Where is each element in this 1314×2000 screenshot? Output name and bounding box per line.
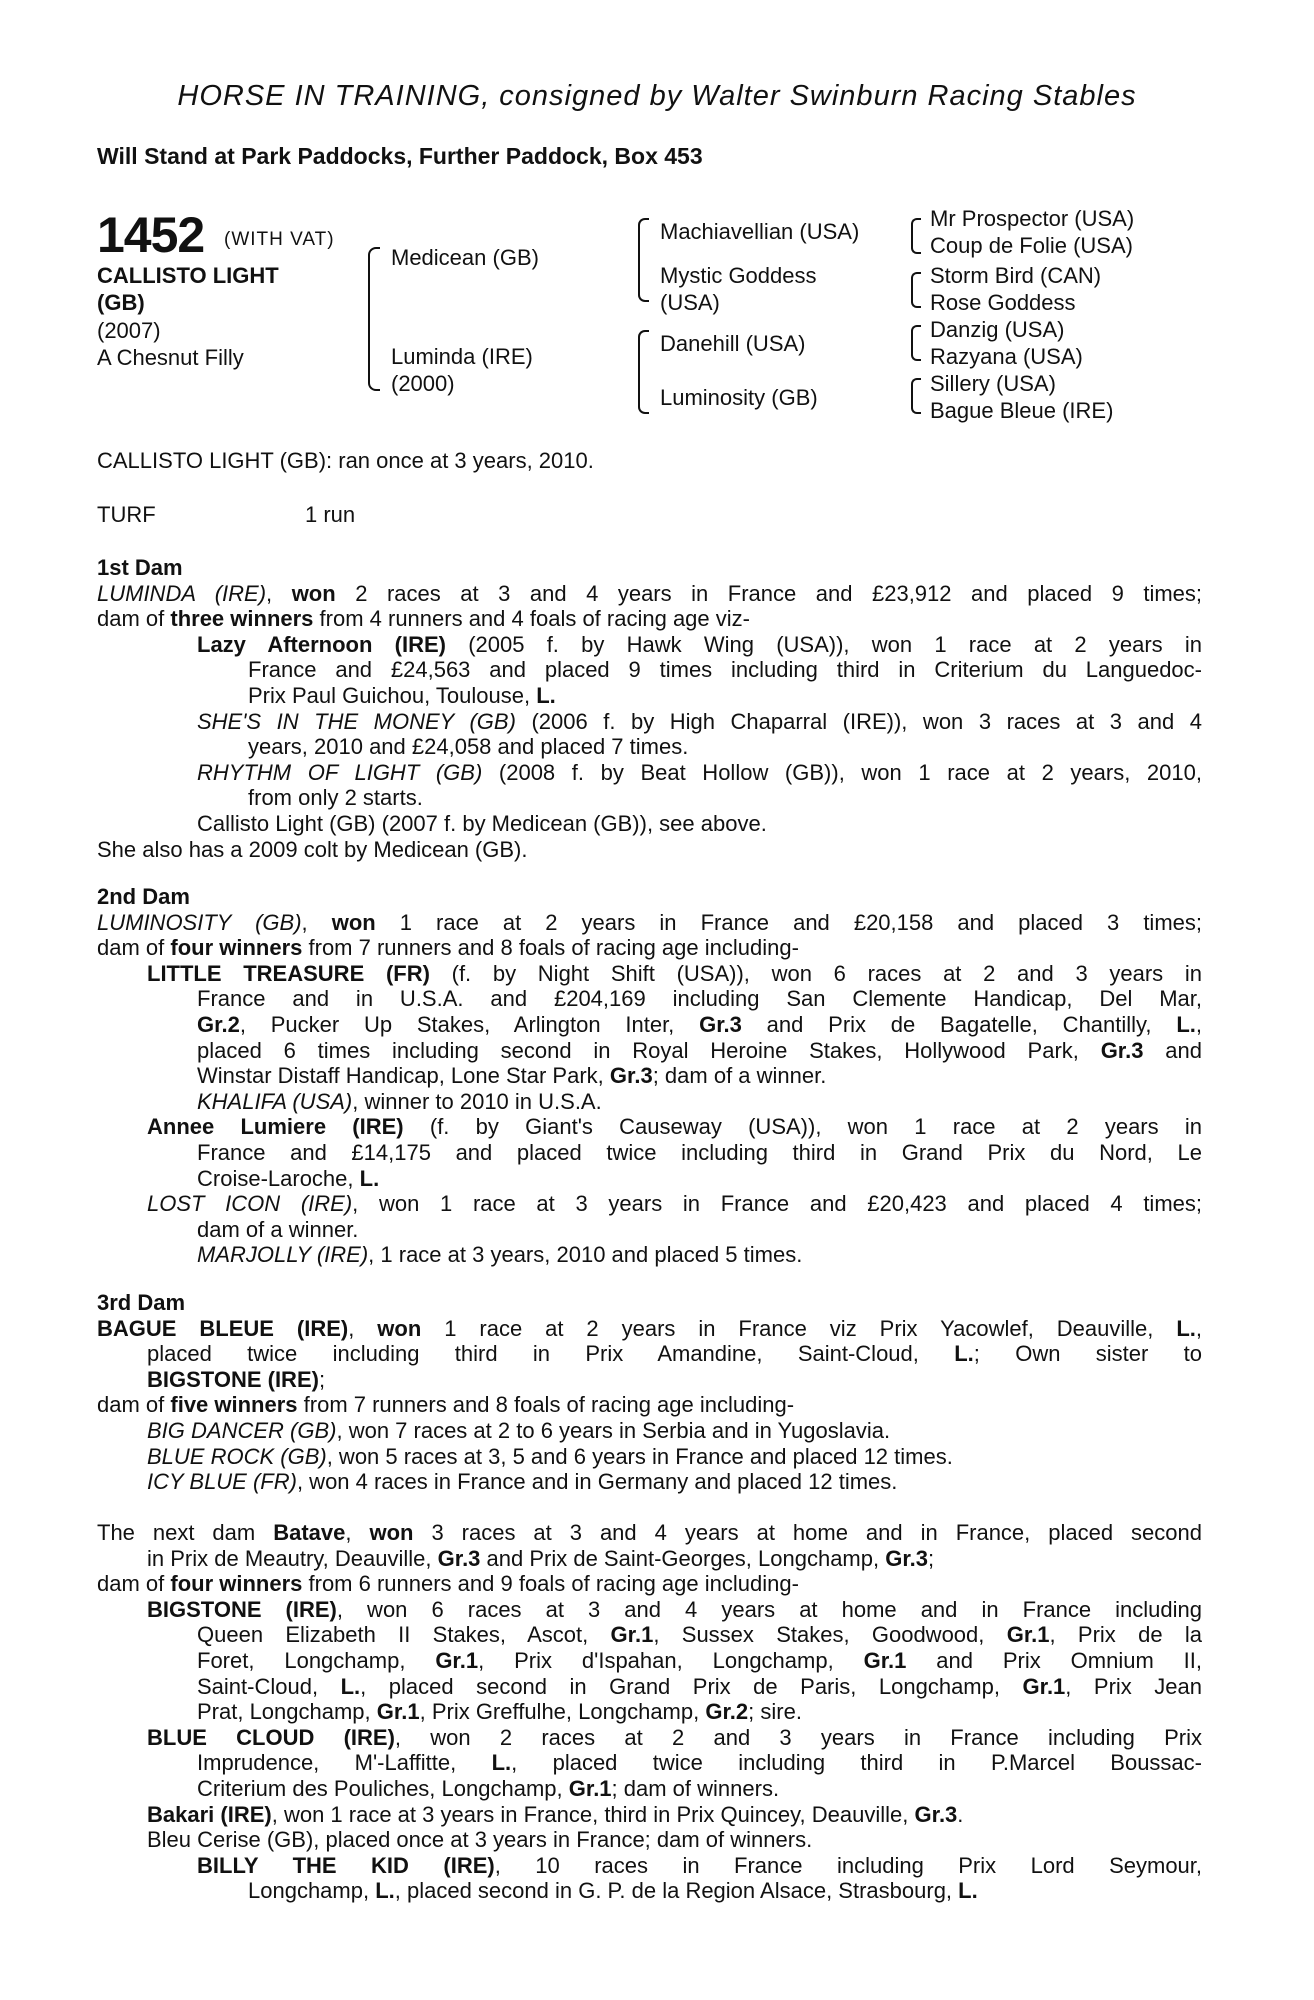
text-run: and Prix Omnium II, <box>906 1647 1202 1673</box>
text-run: Prix Paul Guichou, Toulouse, <box>248 682 537 708</box>
text-run: five winners <box>170 1392 298 1418</box>
pedigree-dam-sire: Danehill (USA) <box>660 331 806 356</box>
text-line <box>97 1140 1202 1166</box>
text-run: Imprudence, M'-Laffitte, <box>197 1750 492 1776</box>
text-run: Gr.1 <box>376 1699 420 1725</box>
text-run: Callisto Light (GB) (2007 f. by Medicean (GB)), see above. <box>197 810 767 836</box>
text-run: , placed second in G. P. de la Region Alsace, Strasbourg, <box>394 1878 959 1904</box>
text-run: Bakari (IRE) <box>147 1801 272 1827</box>
text-run: four winners <box>170 935 303 961</box>
text-run: (f. by Night Shift (USA)), won 6 races at 2 and 3 years in <box>429 960 1202 986</box>
text-run: won <box>369 1520 414 1545</box>
text-line <box>97 1571 1202 1597</box>
text-line <box>97 935 1202 961</box>
text-line <box>97 1367 1202 1393</box>
pedigree-brace-sd <box>911 272 921 308</box>
text-run: ; dam of a winner. <box>652 1063 827 1089</box>
text-run: and Prix de Saint-Georges, Longchamp, <box>480 1545 886 1571</box>
text-run: , won 4 races in France and in Germany and placed 12 times. <box>296 1469 898 1495</box>
text-run: ICY BLUE (FR) <box>147 1469 297 1495</box>
text-line <box>97 961 1202 987</box>
text-run: from 4 runners and 4 foals of racing age viz- <box>313 606 750 632</box>
pedigree-brace-ss <box>911 218 921 254</box>
text-run: dam of <box>97 606 171 632</box>
text-run: (2008 f. by Beat Hollow (GB)), won 1 race at 2 years, 2010, <box>482 759 1202 785</box>
text-run: L. <box>359 1165 380 1191</box>
text-run: (f. by Giant's Causeway (USA)), won 1 race at 2 years in <box>403 1114 1202 1140</box>
pedigree-brace-ds <box>911 325 921 361</box>
page-title: HORSE IN TRAINING, consigned by Walter Swinburn Racing Stables <box>177 80 1137 112</box>
text-run: from 7 runners and 8 foals of racing age including- <box>297 1392 795 1418</box>
text-run: and <box>1143 1037 1202 1063</box>
text-line <box>97 1546 1202 1572</box>
text-run: placed twice including third in Prix Amandine, Saint-Cloud, <box>147 1341 955 1367</box>
text-run: dam of <box>97 1571 171 1597</box>
second-dam-section <box>97 884 1202 1268</box>
text-line <box>97 1853 1202 1879</box>
text-run: , <box>348 1315 378 1341</box>
text-run: 2 races at 3 and 4 years in France and £23,912 and placed 9 times; <box>335 580 1203 606</box>
text-line <box>97 1191 1202 1217</box>
text-line <box>97 1648 1202 1674</box>
section-heading: 2nd Dam <box>97 884 190 909</box>
text-run: Gr.1 <box>568 1775 612 1801</box>
text-line <box>97 632 1202 658</box>
text-run: , Sussex Stakes, Goodwood, <box>653 1622 1007 1648</box>
text-run: and Prix de Bagatelle, Chantilly, <box>741 1011 1177 1037</box>
pedigree-dam-dam: Luminosity (GB) <box>660 385 818 410</box>
text-run: BIGSTONE (IRE) <box>147 1596 337 1622</box>
text-line <box>97 709 1202 735</box>
pedigree-brace-dd <box>911 378 921 414</box>
text-line <box>97 1622 1202 1648</box>
text-run: Annee Lumiere (IRE) <box>147 1114 404 1140</box>
text-run: BAGUE BLEUE (IRE) <box>97 1315 349 1341</box>
text-run: , <box>1195 1011 1202 1037</box>
text-line <box>97 1674 1202 1700</box>
text-line <box>97 785 1202 811</box>
text-run: L. <box>536 682 556 708</box>
first-dam-section <box>97 555 1202 862</box>
text-run: in Prix de Meautry, Deauville, <box>147 1545 438 1571</box>
text-run: dam of <box>97 1392 171 1418</box>
text-run: ; dam of winners. <box>611 1775 780 1801</box>
pedigree-dsd: Razyana (USA) <box>930 344 1083 369</box>
text-line <box>97 837 1202 863</box>
text-run: , won 1 race at 3 years in France, third in Prix Quincey, Deauville, <box>271 1801 915 1827</box>
text-run: won <box>291 580 336 606</box>
text-line <box>97 1725 1202 1751</box>
pedigree-dam: Luminda (IRE) <box>391 344 533 369</box>
text-run: , placed twice including third in P.Marcel Boussac- <box>511 1750 1202 1776</box>
text-run: France and £24,563 and placed 9 times including third in Criterium du Languedoc- <box>248 657 1202 683</box>
text-line <box>97 1597 1202 1623</box>
pedigree-dds: Sillery (USA) <box>930 371 1056 396</box>
text-run: The next dam <box>97 1520 274 1545</box>
pedigree-dss: Danzig (USA) <box>930 317 1065 342</box>
text-run: BILLY THE KID (IRE) <box>197 1852 495 1878</box>
text-run: Gr.1 <box>863 1647 907 1673</box>
pedigree-brace-dam <box>638 330 649 414</box>
pedigree-dam-year: (2000) <box>391 371 455 396</box>
text-run: years, 2010 and £24,058 and placed 7 times. <box>248 734 689 760</box>
text-run: three winners <box>170 606 314 632</box>
text-run: Gr.3 <box>437 1545 481 1571</box>
text-run: Croise-Laroche, <box>197 1165 360 1191</box>
text-line <box>97 1827 1202 1853</box>
text-run: , Pucker Up Stakes, Arlington Inter, <box>239 1011 700 1037</box>
text-line <box>97 910 1202 936</box>
text-line <box>97 734 1202 760</box>
text-line <box>97 760 1202 786</box>
text-line <box>97 986 1202 1012</box>
text-run: Prat, Longchamp, <box>197 1699 377 1725</box>
text-line <box>97 1878 1202 1904</box>
text-run: France and in U.S.A. and £204,169 including San Clemente Handicap, Del Mar, <box>197 986 1202 1012</box>
vat-note: (WITH VAT) <box>224 229 335 250</box>
text-run: from only 2 starts. <box>248 785 423 811</box>
turf-label: TURF <box>97 502 156 527</box>
text-run: , <box>266 580 292 606</box>
foaling-year: (2007) <box>97 318 161 343</box>
text-run: LITTLE TREASURE (FR) <box>147 960 430 986</box>
text-run: , Prix de la <box>1049 1622 1202 1648</box>
pedigree-sdd: Rose Goddess <box>930 290 1076 315</box>
text-run: Criterium des Pouliches, Longchamp, <box>197 1775 569 1801</box>
text-run: , <box>345 1520 370 1545</box>
text-run: Gr.2 <box>197 1011 240 1037</box>
text-run: Gr.3 <box>885 1545 929 1571</box>
third-dam-section <box>97 1290 1202 1495</box>
horse-name <box>97 262 347 316</box>
text-run: Gr.1 <box>1022 1673 1066 1699</box>
text-line <box>97 1520 1202 1546</box>
text-run: 1 race at 2 years in France and £20,158 and placed 3 times; <box>375 909 1202 935</box>
next-dam-section <box>97 1520 1202 1904</box>
text-run: Saint-Cloud, <box>197 1673 341 1699</box>
text-run: (2006 f. by High Chaparral (IRE)), won 3 races at 3 and 4 <box>515 708 1202 734</box>
text-run: Queen Elizabeth II Stakes, Ascot, <box>197 1622 611 1648</box>
text-run: 1 race at 2 years in France viz Prix Yacowlef, Deauville, <box>421 1315 1177 1341</box>
text-run: , winner to 2010 in U.S.A. <box>352 1088 602 1114</box>
text-run: SHE'S IN THE MONEY (GB) <box>197 708 516 734</box>
text-run: L. <box>491 1750 512 1776</box>
text-run: , won 2 races at 2 and 3 years in France including Prix <box>394 1724 1202 1750</box>
text-run: Gr.3 <box>914 1801 958 1827</box>
text-line <box>97 1063 1202 1089</box>
text-run: Foret, Longchamp, <box>197 1647 436 1673</box>
pedigree-ddd: Bague Bleue (IRE) <box>930 398 1114 423</box>
text-run: , won 6 races at 3 and 4 years at home and in France including <box>336 1596 1202 1622</box>
text-run: L. <box>375 1878 395 1904</box>
text-line <box>97 1012 1202 1038</box>
text-run: from 7 runners and 8 foals of racing age including- <box>302 935 799 961</box>
text-run: BLUE CLOUD (IRE) <box>147 1724 395 1750</box>
pedigree-brace-parents <box>368 247 380 391</box>
text-run: Lazy Afternoon (IRE) <box>197 631 446 657</box>
horse-description: A Chesnut Filly <box>97 345 244 370</box>
text-line <box>97 1242 1202 1268</box>
text-line <box>97 1392 1202 1418</box>
text-run: Winstar Distaff Handicap, Lone Star Park, <box>197 1063 610 1089</box>
text-run: won <box>331 909 376 935</box>
text-run: , <box>301 909 332 935</box>
horse-name-line: CALLISTO LIGHT <box>97 263 279 288</box>
text-run: ; <box>928 1545 935 1571</box>
text-line <box>97 1089 1202 1115</box>
text-run: Gr.1 <box>435 1647 479 1673</box>
text-run: LOST ICON (IRE) <box>147 1191 353 1217</box>
text-line <box>97 1418 1202 1444</box>
text-line <box>97 1217 1202 1243</box>
text-run: , won 5 races at 3, 5 and 6 years in France and placed 12 times. <box>326 1443 953 1469</box>
text-run: L. <box>1176 1315 1196 1341</box>
section-heading: 1st Dam <box>97 555 183 580</box>
text-run: dam of <box>97 935 171 961</box>
text-line <box>97 1776 1202 1802</box>
text-run: Gr.2 <box>705 1699 749 1725</box>
text-line <box>97 606 1202 632</box>
horse-name-suffix: (GB) <box>97 290 145 315</box>
section-heading: 3rd Dam <box>97 1290 186 1315</box>
text-run: , won 7 races at 2 to 6 years in Serbia and in Yugoslavia. <box>336 1417 891 1443</box>
pedigree-sire-dam: Mystic Goddess (USA) <box>660 263 817 315</box>
text-run: from 6 runners and 9 foals of racing age including- <box>302 1571 799 1597</box>
text-run: L. <box>958 1878 978 1904</box>
race-record-summary: CALLISTO LIGHT (GB): ran once at 3 years, 2010. <box>97 448 594 473</box>
text-run: LUMINDA (IRE) <box>97 580 267 606</box>
text-run: , 10 races in France including Prix Lord Seymour, <box>494 1852 1203 1878</box>
text-run: MARJOLLY (IRE) <box>197 1242 369 1268</box>
pedigree-sire-sire: Machiavellian (USA) <box>660 219 860 244</box>
text-line <box>97 1038 1202 1064</box>
text-run: BIGSTONE (IRE) <box>147 1366 319 1392</box>
text-run: KHALIFA (USA) <box>197 1088 353 1114</box>
text-run: BIG DANCER (GB) <box>147 1417 337 1443</box>
text-run: L. <box>340 1673 361 1699</box>
text-line <box>97 683 1202 709</box>
text-run: , Prix Jean <box>1065 1673 1203 1699</box>
text-line <box>97 1750 1202 1776</box>
pedigree-brace-sire <box>638 218 649 302</box>
text-run: ; Own sister to <box>973 1341 1203 1367</box>
text-run: , <box>1195 1315 1202 1341</box>
text-run: ; sire. <box>748 1699 802 1725</box>
text-run: , 1 race at 3 years, 2010 and placed 5 times. <box>368 1242 803 1268</box>
text-run: , Prix Greffulhe, Longchamp, <box>419 1699 706 1725</box>
text-line <box>97 1699 1202 1725</box>
text-line <box>97 1316 1202 1342</box>
text-run: L. <box>954 1341 974 1367</box>
stand-location: Will Stand at Park Paddocks, Further Paddock, Box 453 <box>97 143 703 169</box>
text-line <box>97 1341 1202 1367</box>
horse-meta <box>97 317 244 371</box>
turf-runs: 1 run <box>305 502 356 527</box>
pedigree-sds: Storm Bird (CAN) <box>930 263 1102 288</box>
text-run: placed 6 times including second in Royal Heroine Stakes, Hollywood Park, <box>197 1037 1101 1063</box>
text-line <box>97 811 1202 837</box>
text-run: , placed second in Grand Prix de Paris, Longchamp, <box>360 1673 1023 1699</box>
pedigree-ssd: Coup de Folie (USA) <box>930 233 1133 258</box>
text-run: France and £14,175 and placed twice including third in Grand Prix du Nord, Le <box>197 1139 1202 1165</box>
text-line <box>97 1166 1202 1192</box>
text-run: , won 1 race at 3 years in France and £20,423 and placed 4 times; <box>352 1191 1202 1217</box>
text-run: . <box>957 1801 964 1827</box>
pedigree-sss: Mr Prospector (USA) <box>930 206 1135 231</box>
text-run: Gr.3 <box>699 1011 742 1037</box>
text-line <box>97 1469 1202 1495</box>
text-run: Longchamp, <box>248 1878 376 1904</box>
text-run: 3 races at 3 and 4 years at home and in France, placed second <box>413 1520 1202 1545</box>
text-run: Gr.3 <box>609 1063 653 1089</box>
text-run: (2005 f. by Hawk Wing (USA)), won 1 race at 2 years in <box>445 631 1202 657</box>
text-run: won <box>377 1315 422 1341</box>
text-run: ; <box>318 1366 326 1392</box>
text-run: Gr.3 <box>1100 1037 1144 1063</box>
text-line <box>97 1444 1202 1470</box>
text-line <box>97 581 1202 607</box>
text-run: LUMINOSITY (GB) <box>97 909 302 935</box>
text-run: , Prix d'Ispahan, Longchamp, <box>478 1647 864 1673</box>
text-run: She also has a 2009 colt by Medicean (GB). <box>97 836 528 862</box>
text-run: L. <box>1176 1011 1196 1037</box>
text-run: Gr.1 <box>610 1622 654 1648</box>
lot-number: 1452 <box>97 207 205 263</box>
text-run: Gr.1 <box>1006 1622 1050 1648</box>
text-run: RHYTHM OF LIGHT (GB) <box>197 759 483 785</box>
text-run: Batave <box>273 1520 346 1545</box>
text-run: four winners <box>170 1571 303 1597</box>
text-run: Bleu Cerise (GB), placed once at 3 years in France; dam of winners. <box>147 1827 813 1853</box>
text-run: BLUE ROCK (GB) <box>147 1443 327 1469</box>
text-line <box>97 1802 1202 1828</box>
text-run: dam of a winner. <box>197 1216 359 1242</box>
text-line <box>97 1114 1202 1140</box>
pedigree-sire: Medicean (GB) <box>391 245 539 270</box>
text-line <box>97 657 1202 683</box>
